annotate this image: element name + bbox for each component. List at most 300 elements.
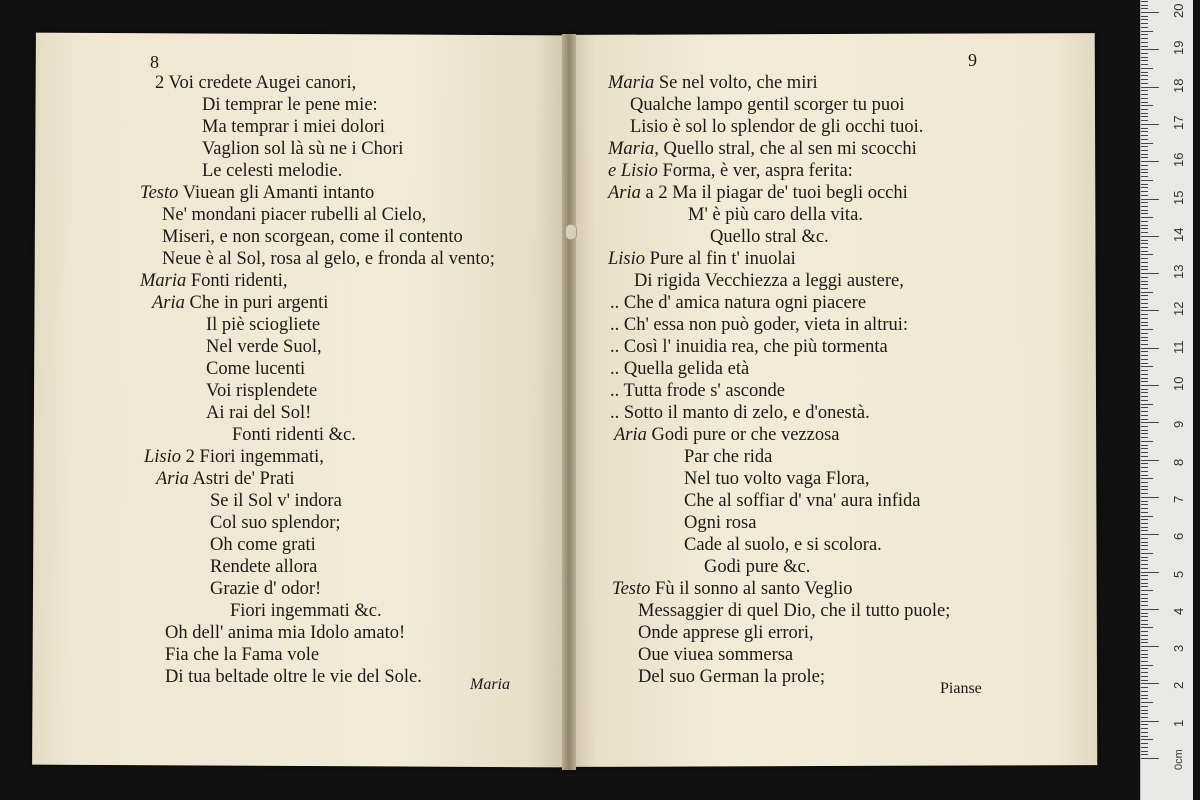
ruler-tick xyxy=(1141,243,1148,244)
ruler-tick xyxy=(1141,184,1148,185)
speaker-label: Lisio xyxy=(144,447,182,467)
verse-text: Di rigida Vecchiezza a leggi austere, xyxy=(634,271,904,291)
ruler-tick xyxy=(1141,631,1148,632)
ruler-tick xyxy=(1141,392,1148,393)
verse-text: Fonti ridenti, xyxy=(190,271,288,291)
ruler-tick xyxy=(1141,180,1153,181)
ruler-tick xyxy=(1141,374,1148,375)
binding-thread xyxy=(565,224,577,240)
ruler-tick xyxy=(1141,5,1148,6)
right-text-line xyxy=(610,293,866,313)
verse-text: M' è più caro della vita. xyxy=(688,205,863,225)
ruler-tick xyxy=(1141,344,1148,345)
ruler-tick xyxy=(1141,527,1148,528)
ruler-tick xyxy=(1141,698,1148,699)
verse-text: Messaggier di quel Dio, che il tutto puole; xyxy=(638,601,951,621)
ruler-tick xyxy=(1141,247,1148,248)
ruler-tick xyxy=(1141,605,1148,606)
ruler-tick xyxy=(1141,594,1148,595)
ruler-number: 19 xyxy=(1171,40,1186,56)
ruler-tick xyxy=(1141,240,1148,241)
ruler-tick xyxy=(1141,169,1148,170)
verse-text: Onde apprese gli errori, xyxy=(638,623,814,643)
ruler-tick xyxy=(1141,19,1148,20)
ruler-tick xyxy=(1141,579,1148,580)
ruler-tick xyxy=(1141,187,1148,188)
verse-text: Quello stral &c. xyxy=(710,227,829,247)
verse-text: Miseri, e non scorgean, come il contento xyxy=(162,227,463,247)
left-text-line xyxy=(210,513,341,533)
ruler-tick xyxy=(1141,471,1148,472)
ruler-tick xyxy=(1141,221,1148,222)
speaker-label: Lisio xyxy=(608,249,646,269)
ruler-tick xyxy=(1141,460,1159,461)
ruler-tick xyxy=(1141,728,1148,729)
ruler-tick xyxy=(1141,307,1148,308)
ruler-tick xyxy=(1141,284,1148,285)
verse-text: 2 Fiori ingemmati, xyxy=(185,447,324,467)
ruler-tick xyxy=(1141,407,1148,408)
ruler-number: 8 xyxy=(1171,458,1186,466)
ruler-tick xyxy=(1141,381,1148,382)
right-text-line xyxy=(630,95,905,115)
ruler-tick xyxy=(1141,318,1148,319)
verse-text: Lisio è sol lo splendor de gli occhi tuoi. xyxy=(630,117,924,137)
ruler-tick xyxy=(1141,586,1148,587)
ruler-number: 15 xyxy=(1171,190,1186,205)
right-text-line xyxy=(608,183,908,203)
ruler-tick xyxy=(1141,672,1148,673)
ruler-tick xyxy=(1141,404,1153,405)
ruler-tick xyxy=(1141,217,1153,218)
verse-text: Fonti ridenti &c. xyxy=(232,425,356,445)
ruler-number: 11 xyxy=(1171,340,1186,354)
ruler-tick xyxy=(1141,680,1148,681)
ruler-tick xyxy=(1141,303,1148,304)
ruler-tick xyxy=(1141,1,1148,2)
verse-text: Qualche lampo gentil scorger tu puoi xyxy=(630,95,905,115)
ruler-tick xyxy=(1141,639,1148,640)
ruler-tick xyxy=(1141,120,1148,121)
ruler-number: 5 xyxy=(1171,570,1186,578)
ruler-tick xyxy=(1141,478,1153,479)
ruler-tick xyxy=(1141,310,1159,311)
ruler-tick xyxy=(1141,493,1148,494)
left-text-line xyxy=(210,579,321,599)
ruler-tick xyxy=(1141,568,1148,569)
verse-text: Godi pure &c. xyxy=(704,557,811,577)
left-text-line xyxy=(162,249,495,269)
ruler-tick xyxy=(1141,42,1148,43)
left-text-line xyxy=(210,557,317,577)
ruler-tick xyxy=(1141,758,1159,759)
verse-text: Ai rai del Sol! xyxy=(206,403,312,423)
ruler-tick xyxy=(1141,538,1148,539)
ruler-tick xyxy=(1141,225,1148,226)
ruler-tick xyxy=(1141,348,1159,349)
ruler-tick xyxy=(1141,378,1148,379)
ruler-tick xyxy=(1141,370,1148,371)
left-text-line xyxy=(202,139,403,159)
right-text-line xyxy=(610,315,908,335)
right-text-line xyxy=(608,73,818,93)
verse-text: .. Così l' inuidia rea, che più tormenta xyxy=(610,337,888,357)
ruler-tick xyxy=(1141,60,1148,61)
ruler-tick xyxy=(1141,83,1148,84)
ruler-number: 3 xyxy=(1171,644,1186,653)
ruler-tick xyxy=(1141,210,1148,211)
ruler-tick xyxy=(1141,542,1148,543)
speaker-label: Aria xyxy=(156,469,189,489)
ruler-tick xyxy=(1141,333,1148,334)
ruler-number: 12 xyxy=(1171,301,1186,317)
ruler-tick xyxy=(1141,400,1148,401)
ruler-tick xyxy=(1141,53,1148,54)
ruler-tick xyxy=(1141,441,1153,442)
ruler-tick xyxy=(1141,38,1148,39)
ruler-tick xyxy=(1141,363,1148,364)
left-text-line xyxy=(162,205,426,225)
ruler-tick xyxy=(1141,396,1148,397)
ruler-tick xyxy=(1141,609,1159,610)
ruler-tick xyxy=(1141,598,1148,599)
ruler-number: 17 xyxy=(1171,115,1186,130)
ruler-tick xyxy=(1141,583,1148,584)
right-text-line xyxy=(638,623,814,643)
verse-text: .. Che d' amica natura ogni piacere xyxy=(610,293,867,313)
ruler-tick xyxy=(1141,135,1148,136)
left-text-line xyxy=(155,73,356,93)
ruler-tick xyxy=(1141,668,1148,669)
right-text-line xyxy=(638,601,950,621)
ruler-tick xyxy=(1141,613,1148,614)
ruler-tick xyxy=(1141,385,1159,386)
ruler-tick xyxy=(1141,456,1148,457)
ruler-tick xyxy=(1141,269,1148,270)
speaker-label: Aria xyxy=(608,183,641,203)
ruler-number: 18 xyxy=(1171,78,1186,93)
left-text-line xyxy=(140,271,288,291)
verse-text: Cade al suolo, e si scolora. xyxy=(684,535,882,555)
verse-text: Astri de' Prati xyxy=(192,469,295,489)
ruler-tick xyxy=(1141,94,1148,95)
ruler-tick xyxy=(1141,199,1159,200)
ruler-number: 4 xyxy=(1171,607,1186,615)
ruler-tick xyxy=(1141,325,1148,326)
ruler-tick xyxy=(1141,191,1148,192)
ruler-tick xyxy=(1141,627,1153,628)
left-text-line xyxy=(144,447,324,467)
right-text-line xyxy=(638,667,825,687)
right-text-line xyxy=(684,491,920,511)
ruler-tick xyxy=(1141,288,1148,289)
ruler-tick xyxy=(1141,642,1148,643)
verse-text: .. Quella gelida età xyxy=(610,359,750,379)
left-text-line xyxy=(202,161,342,181)
ruler-tick xyxy=(1141,322,1148,323)
right-text-line xyxy=(684,447,772,467)
ruler-tick xyxy=(1141,482,1148,483)
ruler-number: 16 xyxy=(1171,152,1186,168)
ruler-tick xyxy=(1141,266,1148,267)
ruler-tick xyxy=(1141,665,1153,666)
ruler-tick xyxy=(1141,601,1148,602)
ruler-tick xyxy=(1141,258,1148,259)
ruler-tick xyxy=(1141,281,1148,282)
ruler-tick xyxy=(1141,687,1148,688)
ruler-tick xyxy=(1141,172,1148,173)
ruler-number: 14 xyxy=(1171,227,1186,242)
verse-text: Voi risplendete xyxy=(206,381,318,401)
speaker-label: Testo xyxy=(140,183,179,203)
right-text-line xyxy=(610,359,749,379)
ruler-tick xyxy=(1141,650,1148,651)
ruler-tick xyxy=(1141,426,1148,427)
ruler-tick xyxy=(1141,72,1148,73)
ruler-tick xyxy=(1141,695,1148,696)
ruler-tick xyxy=(1141,102,1148,103)
ruler-tick xyxy=(1141,90,1148,91)
ruler-tick xyxy=(1141,295,1148,296)
right-text-line xyxy=(614,425,840,445)
left-text-line xyxy=(202,117,385,137)
ruler-tick xyxy=(1141,314,1148,315)
ruler-tick xyxy=(1141,475,1148,476)
verse-text: Godi pure or che vezzosa xyxy=(651,425,840,445)
ruler-tick xyxy=(1141,64,1148,65)
ruler-tick xyxy=(1141,366,1153,367)
ruler-tick xyxy=(1141,150,1148,151)
left-text-line xyxy=(152,293,328,313)
right-text-line xyxy=(688,205,863,225)
verse-text: Viuean gli Amanti intanto xyxy=(182,183,375,203)
ruler-tick xyxy=(1141,501,1148,502)
verse-text: Se il Sol v' indora xyxy=(210,491,342,511)
ruler-tick xyxy=(1141,202,1148,203)
ruler-tick xyxy=(1141,228,1148,229)
ruler-tick xyxy=(1141,116,1148,117)
ruler-tick xyxy=(1141,489,1148,490)
ruler-tick xyxy=(1141,329,1153,330)
ruler-number: 20 xyxy=(1171,3,1186,18)
ruler-tick xyxy=(1141,706,1148,707)
ruler-tick xyxy=(1141,590,1153,591)
ruler-tick xyxy=(1141,646,1159,647)
left-text-line xyxy=(165,645,319,665)
ruler-tick xyxy=(1141,751,1148,752)
verse-text: Fia che la Fama vole xyxy=(165,645,320,665)
ruler-tick xyxy=(1141,754,1148,755)
ruler-tick xyxy=(1141,23,1148,24)
ruler-tick xyxy=(1141,254,1153,255)
ruler-tick xyxy=(1141,743,1148,744)
ruler-tick xyxy=(1141,273,1159,274)
left-text-line xyxy=(202,95,378,115)
ruler-tick xyxy=(1141,463,1148,464)
left-page-number: 8 xyxy=(150,52,159,72)
ruler-tick xyxy=(1141,27,1148,28)
ruler-tick xyxy=(1141,545,1148,546)
ruler-tick xyxy=(1141,721,1159,722)
ruler-tick xyxy=(1141,109,1148,110)
ruler-tick xyxy=(1141,165,1148,166)
verse-text: Col suo splendor; xyxy=(210,513,341,533)
ruler-tick xyxy=(1141,452,1148,453)
ruler-tick xyxy=(1141,262,1148,263)
ruler-tick xyxy=(1141,68,1153,69)
ruler-tick xyxy=(1141,292,1153,293)
verse-text: Ma temprar i miei dolori xyxy=(202,117,385,137)
ruler-tick xyxy=(1141,157,1148,158)
verse-text: .. Ch' essa non può goder, vieta in altrui: xyxy=(610,315,909,335)
ruler-tick xyxy=(1141,691,1148,692)
verse-text: Oh come grati xyxy=(210,535,316,555)
left-text-line xyxy=(165,667,422,687)
ruler-tick xyxy=(1141,553,1153,554)
ruler-tick xyxy=(1141,448,1148,449)
ruler-tick xyxy=(1141,657,1148,658)
right-text-line xyxy=(610,337,888,357)
right-text-line xyxy=(704,557,810,577)
ruler-tick xyxy=(1141,251,1148,252)
left-text-line xyxy=(162,227,463,247)
left-text-line xyxy=(140,183,374,203)
verse-text: Oh dell' anima mia Idolo amato! xyxy=(165,623,406,643)
ruler-tick xyxy=(1141,549,1148,550)
ruler-number: 9 xyxy=(1171,421,1186,429)
ruler-tick xyxy=(1141,277,1148,278)
ruler-tick xyxy=(1141,724,1148,725)
ruler-tick xyxy=(1141,75,1148,76)
speaker-label: Aria xyxy=(152,293,185,313)
verse-text: Oue viuea sommersa xyxy=(638,645,794,665)
left-text-line xyxy=(210,491,342,511)
verse-text: Fiori ingemmati &c. xyxy=(230,601,382,621)
right-text-line xyxy=(638,645,793,665)
ruler-tick xyxy=(1141,504,1148,505)
right-text-line xyxy=(608,249,796,269)
left-text-line xyxy=(230,601,382,621)
ruler-tick xyxy=(1141,105,1153,106)
book-gutter xyxy=(562,34,576,770)
left-text-line xyxy=(206,381,317,401)
right-text-line xyxy=(610,403,870,423)
ruler-tick xyxy=(1141,411,1148,412)
speaker-label: e Lisio xyxy=(608,161,658,181)
ruler-tick xyxy=(1141,143,1153,144)
verse-text: Grazie d' odor! xyxy=(210,579,322,599)
verse-text: Pure al fin t' inuolai xyxy=(649,249,796,269)
verse-text: 2 Voi credete Augei canori, xyxy=(155,73,357,93)
ruler-tick xyxy=(1141,519,1148,520)
right-text-line xyxy=(710,227,829,247)
ruler-tick xyxy=(1141,508,1148,509)
ruler-tick xyxy=(1141,635,1148,636)
ruler-tick xyxy=(1141,433,1148,434)
ruler-tick xyxy=(1141,661,1148,662)
verse-text: Rendete allora xyxy=(210,557,318,577)
ruler-number: 10 xyxy=(1171,376,1186,391)
ruler-tick xyxy=(1141,497,1159,498)
verse-text: Di temprar le pene mie: xyxy=(202,95,378,115)
ruler-number: 7 xyxy=(1171,495,1186,503)
speaker-label: Maria xyxy=(140,271,187,291)
ruler-tick xyxy=(1141,620,1148,621)
ruler-tick xyxy=(1141,616,1148,617)
ruler-tick xyxy=(1141,206,1148,207)
right-text-line xyxy=(608,161,853,181)
left-text-line xyxy=(156,469,295,489)
ruler-tick xyxy=(1141,467,1148,468)
verse-text: Neue è al Sol, rosa al gelo, e fronda al vento; xyxy=(162,249,495,269)
verse-text: Ogni rosa xyxy=(684,513,757,533)
ruler-tick xyxy=(1141,654,1148,655)
right-text-line xyxy=(630,117,923,137)
ruler-tick xyxy=(1141,437,1148,438)
left-text-line xyxy=(210,535,316,555)
right-text-line xyxy=(684,513,756,533)
ruler-tick xyxy=(1141,213,1148,214)
left-text-line xyxy=(206,337,322,357)
ruler-tick xyxy=(1141,557,1148,558)
right-text-line xyxy=(612,579,853,599)
ruler-tick xyxy=(1141,128,1148,129)
ruler-tick xyxy=(1141,12,1159,13)
left-text-line xyxy=(165,623,405,643)
left-text-line xyxy=(232,425,356,445)
ruler-tick xyxy=(1141,523,1148,524)
ruler-tick xyxy=(1141,560,1148,561)
verse-text: Il piè sciogliete xyxy=(206,315,321,335)
ruler-tick xyxy=(1141,57,1148,58)
verse-text: Par che rida xyxy=(684,447,773,467)
ruler-tick xyxy=(1141,161,1159,162)
verse-text: Di tua beltade oltre le vie del Sole. xyxy=(165,667,422,687)
ruler-tick xyxy=(1141,516,1153,517)
ruler-tick xyxy=(1141,299,1148,300)
verse-text: Fù il sonno al santo Veglio xyxy=(655,579,853,599)
verse-text: Del suo German la prole; xyxy=(638,667,825,687)
right-catchword: Pianse xyxy=(940,680,982,697)
speaker-label: Maria xyxy=(608,73,655,93)
ruler-tick xyxy=(1141,717,1148,718)
ruler-tick xyxy=(1141,8,1148,9)
ruler-tick xyxy=(1141,430,1148,431)
left-catchword: Maria xyxy=(470,676,510,693)
verse-text: .. Tutta frode s' asconde xyxy=(610,381,785,401)
ruler-tick xyxy=(1141,176,1148,177)
verse-text: Nel verde Suol, xyxy=(206,337,322,357)
ruler-number: 13 xyxy=(1171,264,1186,280)
ruler-tick xyxy=(1141,49,1159,50)
verse-text: .. Sotto il manto di zelo, e d'onestà. xyxy=(610,403,870,423)
verse-text: Quello stral, che al sen mi scocchi xyxy=(663,139,917,159)
ruler-tick xyxy=(1141,34,1148,35)
verse-text: Come lucenti xyxy=(206,359,306,379)
left-text-line xyxy=(206,403,311,423)
verse-text: Che in puri argenti xyxy=(189,293,329,313)
ruler-tick xyxy=(1141,739,1153,740)
ruler-tick xyxy=(1141,747,1148,748)
ruler-tick xyxy=(1141,530,1148,531)
ruler-tick xyxy=(1141,710,1148,711)
ruler-tick xyxy=(1141,702,1153,703)
verse-text: Forma, è ver, aspra ferita: xyxy=(662,161,853,181)
ruler-tick xyxy=(1141,564,1148,565)
verse-text: Che al soffiar d' vna' aura infida xyxy=(684,491,921,511)
left-text-line xyxy=(206,315,320,335)
ruler-tick xyxy=(1141,419,1148,420)
